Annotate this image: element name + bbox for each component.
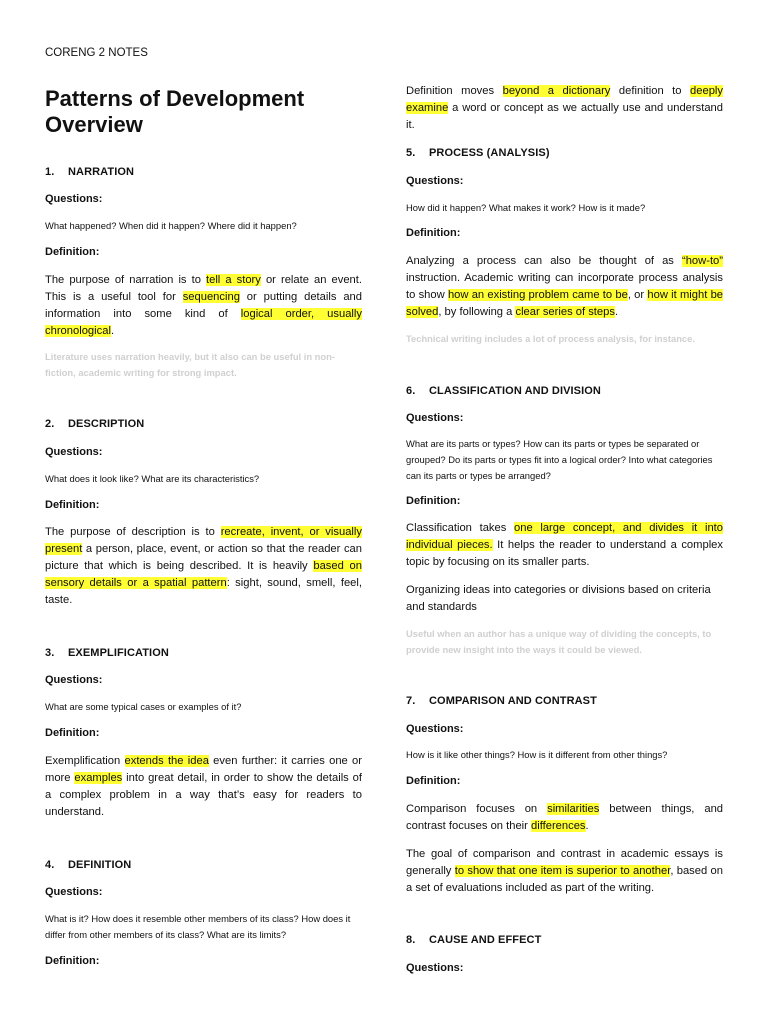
definition-label: Definition:: [406, 495, 461, 507]
definition-label: Definition:: [406, 227, 461, 239]
highlight: based on sensory details or a spatial pattern: [45, 560, 362, 589]
comparison-definition-2: The goal of comparison and contrast in academic essays is generally to show that one item is superior to another, based on a set of evaluations included as part of the writing.: [406, 848, 723, 894]
questions-label: Questions:: [406, 723, 464, 735]
highlight: tell a story: [205, 274, 261, 286]
highlight: similarities: [547, 803, 600, 815]
definition-label: Definition:: [45, 246, 100, 258]
questions-label: Questions:: [45, 886, 103, 898]
highlight: how it might be solved: [406, 289, 724, 318]
classification-definition: Classification takes one large concept, and divides it into individual pieces. It helps the reader to understand a complex topic by focusing on its smaller parts.: [406, 522, 723, 568]
comparison-question: How is it like other things? How is it different from other things?: [406, 749, 668, 760]
page-title: Patterns of Development Overview: [45, 86, 305, 137]
classification-note: Useful when an author has a unique way of dividing the concepts, to provide new insight into the ways it could be viewed.: [406, 628, 712, 655]
document-header: CORENG 2 NOTES: [45, 47, 148, 59]
highlight: logical order, usually chronological: [45, 308, 362, 337]
highlight: sequencing: [182, 291, 240, 303]
narration-definition: The purpose of narration is to tell a story or relate an event. This is a useful tool for sequencing or putting details and information into some kind of logical order, usually chronological.: [45, 274, 362, 337]
highlight: differences: [531, 820, 586, 832]
highlight: beyond a dictionary: [502, 85, 611, 97]
highlight: extends the idea: [124, 755, 209, 767]
section-heading-narration: 1. NARRATION: [45, 166, 135, 178]
narration-note: Literature uses narration heavily, but it also can be useful in non-fiction, academic writing for strong impact.: [45, 351, 335, 378]
definition-label: Definition:: [45, 727, 100, 739]
definition-definition: Definition moves beyond a dictionary definition to deeply examine a word or concept as we actually use and understand it.: [406, 85, 723, 131]
section-heading-definition: 4. DEFINITION: [45, 859, 132, 871]
highlight: how an existing problem came to be: [447, 289, 628, 301]
highlight: examples: [74, 772, 123, 784]
highlight: to show that one item is superior to another: [454, 865, 671, 877]
highlight: clear series of steps: [515, 306, 615, 318]
highlight: recreate, invent, or visually present: [45, 526, 362, 555]
section-heading-classification: 6. CLASSIFICATION AND DIVISION: [406, 385, 601, 397]
process-note: Technical writing includes a lot of process analysis, for instance.: [406, 333, 695, 344]
highlight: deeply examine: [406, 85, 723, 114]
exemplification-definition: Exemplification extends the idea even further: it carries one or more examples into great detail, in order to show the details of a complex problem in a way that’s easy for readers to understand.: [45, 755, 362, 818]
questions-label: Questions:: [406, 175, 464, 187]
definition-question: What is it? How does it resemble other members of its class? How does it differ from other members of its class? What are its limits?: [45, 913, 351, 940]
section-heading-process: 5. PROCESS (ANALYSIS): [406, 147, 550, 159]
questions-label: Questions:: [406, 962, 464, 974]
section-heading-comparison: 7. COMPARISON AND CONTRAST: [406, 695, 597, 707]
questions-label: Questions:: [45, 674, 103, 686]
questions-label: Questions:: [45, 446, 103, 458]
classification-definition-2: Organizing ideas into categories or divisions based on criteria and standards: [406, 584, 711, 613]
classification-question: What are its parts or types? How can its parts or types be separated or grouped? Do its parts or types fit into a logical order? Into what categories can its parts or types be arranged?: [406, 438, 713, 481]
definition-label: Definition:: [406, 775, 461, 787]
highlight: one large concept, and divides it into individual pieces.: [406, 522, 723, 551]
definition-label: Definition:: [45, 499, 100, 511]
description-question: What does it look like? What are its characteristics?: [45, 473, 260, 484]
highlight: “how-to”: [681, 255, 723, 267]
narration-question: What happened? When did it happen? Where did it happen?: [45, 220, 297, 231]
description-definition: The purpose of description is to recreate, invent, or visually present a person, place, event, or action so that the reader can picture that which is being described. It is heavily based on sensory details or a spatial pattern: sight, sound, smell, feel, taste.: [45, 526, 362, 606]
questions-label: Questions:: [45, 193, 103, 205]
section-heading-cause-effect: 8. CAUSE AND EFFECT: [406, 934, 542, 946]
questions-label: Questions:: [406, 412, 464, 424]
definition-label: Definition:: [45, 955, 100, 967]
section-heading-description: 2. DESCRIPTION: [45, 418, 145, 430]
process-question: How did it happen? What makes it work? How is it made?: [406, 202, 646, 213]
process-definition: Analyzing a process can also be thought of as “how-to” instruction. Academic writing can incorporate process analysis to show how an existing problem came to be, or how it might be solved, by following a clear series of steps.: [406, 255, 724, 318]
comparison-definition: Comparison focuses on similarities between things, and contrast focuses on their differences.: [406, 803, 724, 832]
exemplification-question: What are some typical cases or examples of it?: [45, 701, 242, 712]
section-heading-exemplification: 3. EXEMPLIFICATION: [45, 647, 169, 659]
